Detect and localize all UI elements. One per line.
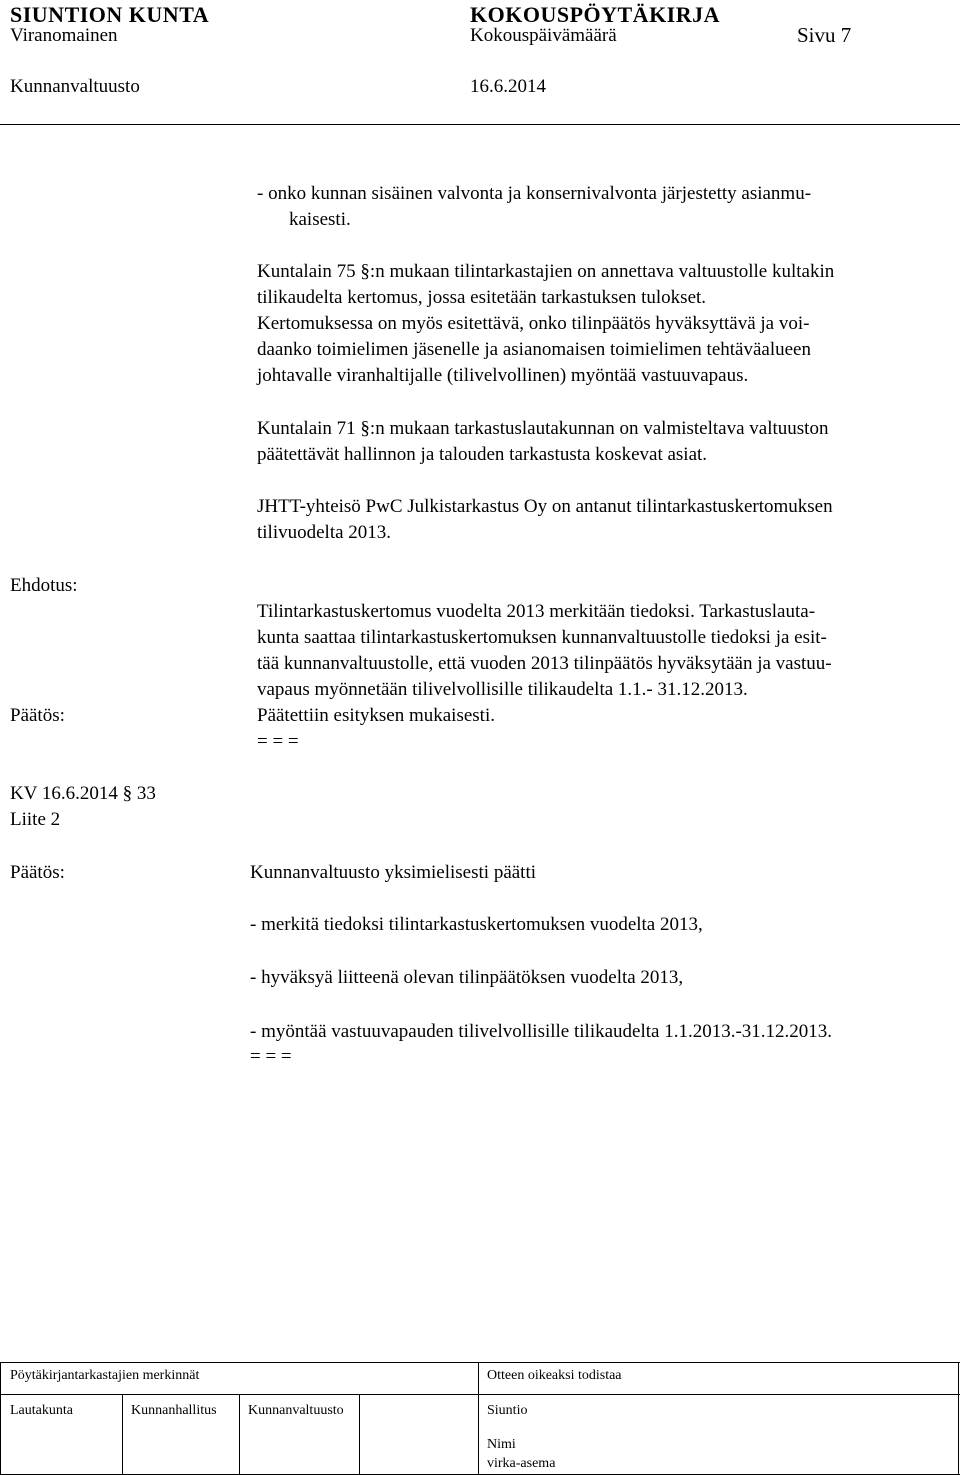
footer-position-label: virka-asema <box>487 1456 556 1471</box>
footer-name-label: Nimi <box>487 1437 516 1452</box>
footer-center-divider <box>478 1362 479 1474</box>
footer-place: Siuntio <box>487 1403 528 1418</box>
paragraph-1-line-3: Kertomuksessa on myös esitettävä, onko tilinpäätös hyväksyttävä ja voi- <box>257 313 810 334</box>
header-divider <box>0 124 960 125</box>
page-number: Sivu 7 <box>797 23 852 47</box>
paragraph-1-line-1: Kuntalain 75 §:n mukaan tilintarkastajien on annettava valtuustolle kultakin <box>257 261 835 282</box>
footer-col-municipal-board: Kunnanhallitus <box>131 1403 217 1418</box>
decision-label: Päätös: <box>10 705 65 726</box>
end-mark: = = = <box>257 731 299 752</box>
paragraph-2-line-2: päätettävät hallinnon ja talouden tarkastusta koskevat asiat. <box>257 444 708 465</box>
footer-col-divider-1 <box>122 1394 123 1474</box>
decision-text: Päätettiin esityksen mukaisesti. <box>257 705 495 726</box>
paragraph-1-line-4: daanko toimielimen jäsenelle ja asianomaisen toimielimen tehtäväalueen <box>257 339 811 360</box>
paragraph-3-line-1: JHTT-yhteisö PwC Julkistarkastus Oy on antanut tilintarkastuskertomuksen <box>257 496 833 517</box>
paragraph-1-line-5: johtavalle viranhaltijalle (tilivelvollinen) myöntää vastuuvapaus. <box>257 365 749 386</box>
authority: Kunnanvaltuusto <box>10 76 140 97</box>
footer-col-divider-3 <box>359 1394 360 1474</box>
paragraph-2-line-1: Kuntalain 71 §:n mukaan tarkastuslautakunnan on valmisteltava valtuuston <box>257 418 829 439</box>
meeting-date-label: Kokouspäivämäärä <box>470 25 617 46</box>
footer-row-divider <box>0 1394 960 1395</box>
doc-type: KOKOUSPÖYTÄKIRJA <box>470 2 721 27</box>
proposal-line-2: kunta saattaa tilintarkastuskertomuksen kunnanvaltuustolle tiedoksi ja esit- <box>257 627 827 648</box>
proposal-line-4: vapaus myönnetään tilivelvollisille tilikaudelta 1.1.- 31.12.2013. <box>257 679 748 700</box>
authority-label: Viranomainen <box>10 25 118 46</box>
paragraph-1-line-2: tilikaudelta kertomus, jossa esitetään tarkastuksen tulokset. <box>257 287 707 308</box>
footer-col-council: Kunnanvaltuusto <box>248 1403 344 1418</box>
meeting-date: 16.6.2014 <box>470 76 546 97</box>
decision-2-intro: Kunnanvaltuusto yksimielisesti päätti <box>250 862 537 883</box>
footer-certified-label: Otteen oikeaksi todistaa <box>487 1368 622 1383</box>
decision-2-item-1: - merkitä tiedoksi tilintarkastuskertomuksen vuodelta 2013, <box>250 914 703 935</box>
decision-2-item-2: - hyväksyä liitteenä olevan tilinpäätöksen vuodelta 2013, <box>250 967 684 988</box>
end-mark-2: = = = <box>250 1046 292 1067</box>
bullet-line-2: kaisesti. <box>289 209 351 230</box>
bullet-line-1: - onko kunnan sisäinen valvonta ja konsernivalvonta järjestetty asianmu- <box>257 183 812 204</box>
kv-reference: KV 16.6.2014 § 33 <box>10 783 156 804</box>
footer-left-border <box>0 1362 1 1474</box>
footer-col-divider-2 <box>239 1394 240 1474</box>
proposal-label: Ehdotus: <box>10 575 78 596</box>
footer-right-border <box>958 1362 959 1474</box>
decision-2-label: Päätös: <box>10 862 65 883</box>
org-name: SIUNTION KUNTA <box>10 2 210 27</box>
paragraph-3-line-2: tilivuodelta 2013. <box>257 522 392 543</box>
footer-reviewers-label: Pöytäkirjantarkastajien merkinnät <box>10 1368 200 1383</box>
attachment-label: Liite 2 <box>10 809 61 830</box>
footer-top-border <box>0 1362 960 1363</box>
footer-col-board: Lautakunta <box>10 1403 73 1418</box>
proposal-line-1: Tilintarkastuskertomus vuodelta 2013 merkitään tiedoksi. Tarkastuslauta- <box>257 601 816 622</box>
decision-2-item-3: - myöntää vastuuvapauden tilivelvollisille tilikaudelta 1.1.2013.-31.12.2013. <box>250 1021 833 1042</box>
proposal-line-3: tää kunnanvaltuustolle, että vuoden 2013 tilinpäätös hyväksytään ja vastuu- <box>257 653 832 674</box>
